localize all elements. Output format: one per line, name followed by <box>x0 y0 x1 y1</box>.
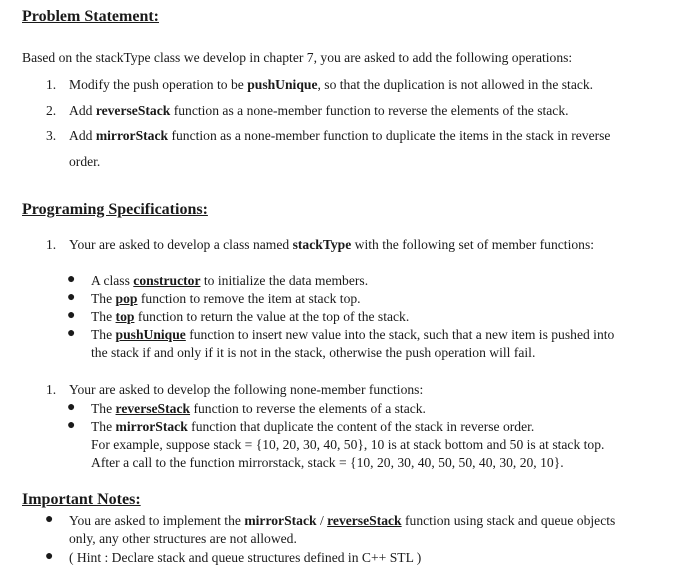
item-text: The pushUnique function to insert new value into the stack, such that a new item is pushed into <box>91 327 615 342</box>
item-text: You are asked to implement the mirrorStack / reverseStack function using stack and queue objects <box>69 513 616 528</box>
bullet-icon: ● <box>67 326 76 341</box>
item-number: 2. <box>46 103 57 118</box>
item-number: 3. <box>46 128 57 143</box>
item-text: Your are asked to develop the following none-member functions: <box>69 382 424 397</box>
bullet-icon: ● <box>67 418 76 433</box>
item-text: The reverseStack function to reverse the elements of a stack. <box>91 401 426 416</box>
problem-intro: Based on the stackType class we develop in chapter 7, you are asked to add the following operations: <box>22 50 573 65</box>
item-text: The mirrorStack function that duplicate the content of the stack in reverse order. <box>91 419 535 434</box>
item-number: 1. <box>46 77 57 92</box>
mirror-stack-term: mirrorStack <box>244 513 317 528</box>
item-text: Add mirrorStack function as a none-member function to duplicate the items in the stack in reverse <box>69 128 611 143</box>
important-notes-heading: Important Notes: <box>22 491 141 508</box>
problem-statement-heading: Problem Statement: <box>22 8 159 25</box>
example-line: For example, suppose stack = {10, 20, 30, 40, 50}, 10 is at stack bottom and 50 is at stack top. <box>91 437 605 452</box>
item-text: The top function to return the value at the top of the stack. <box>91 309 410 324</box>
constructor-term: constructor <box>133 273 201 288</box>
item-text-continued: only, any other structures are not allowed. <box>69 531 297 546</box>
bullet-icon: ● <box>67 400 76 415</box>
item-number: 1. <box>46 382 57 397</box>
item-text: Modify the push operation to be pushUnique, so that the duplication is not allowed in the stack. <box>69 77 594 92</box>
reverse-stack-term: reverseStack <box>95 103 171 118</box>
item-text: Your are asked to develop a class named stackType with the following set of member functions: <box>69 237 595 252</box>
bullet-icon: ● <box>67 272 76 287</box>
stack-type-term: stackType <box>292 237 352 252</box>
mirror-stack-term: mirrorStack <box>115 419 188 434</box>
bullet-icon: ● <box>45 549 54 564</box>
example-line: After a call to the function mirrorstack, stack = {10, 20, 30, 40, 50, 50, 40, 30, 20, 10}. <box>91 455 564 470</box>
item-text: Add reverseStack function as a none-member function to reverse the elements of the stack. <box>69 103 569 118</box>
mirror-stack-term: mirrorStack <box>95 128 169 143</box>
top-term: top <box>115 309 135 324</box>
specifications-heading: Programing Specifications: <box>22 201 208 218</box>
item-number: 1. <box>46 237 57 252</box>
reverse-stack-term: reverseStack <box>115 401 191 416</box>
item-text-continued: order. <box>69 154 101 169</box>
item-text-continued: the stack if and only if it is not in the stack, otherwise the push operation will fail. <box>91 345 536 360</box>
hint-text: ( Hint : Declare stack and queue structures defined in C++ STL ) <box>69 550 422 565</box>
push-unique-term: pushUnique <box>247 77 318 92</box>
bullet-icon: ● <box>45 512 54 527</box>
item-text: The pop function to remove the item at stack top. <box>91 291 361 306</box>
reverse-stack-term: reverseStack <box>327 513 402 528</box>
pop-term: pop <box>115 291 138 306</box>
item-text: A class constructor to initialize the data members. <box>91 273 369 288</box>
bullet-icon: ● <box>67 308 76 323</box>
bullet-icon: ● <box>67 290 76 305</box>
push-unique-term: pushUnique <box>115 327 186 342</box>
